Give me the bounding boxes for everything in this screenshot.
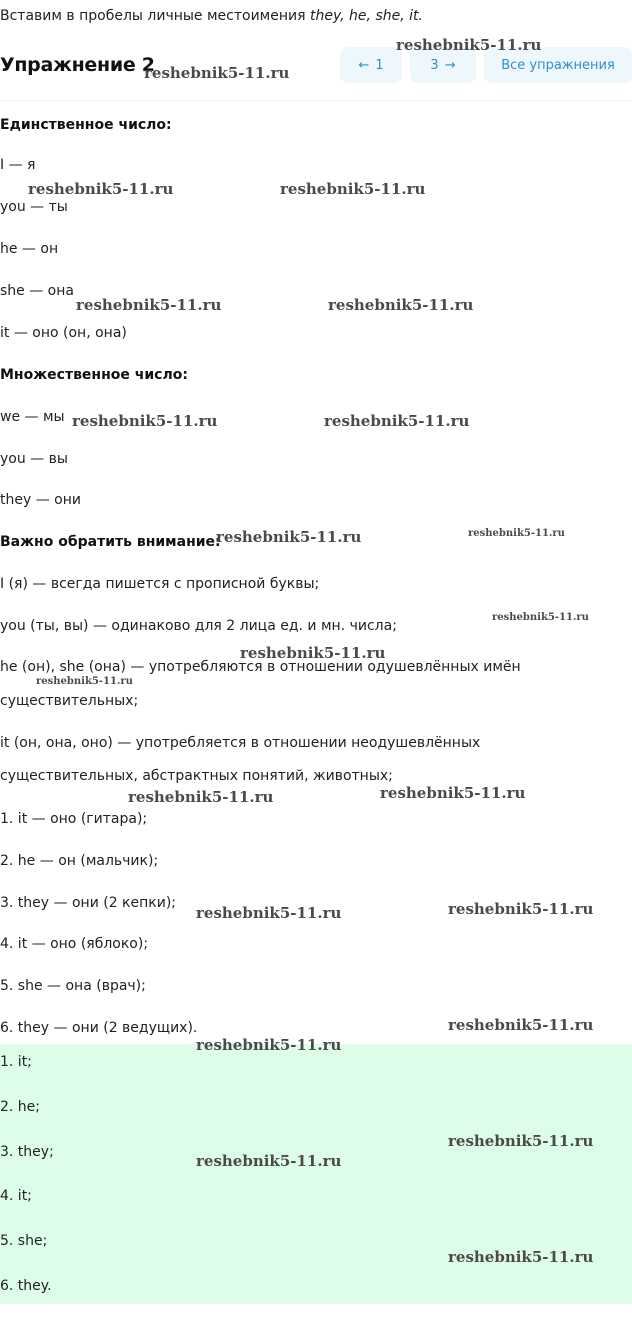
all-exercises-label: Все упражнения bbox=[501, 57, 615, 73]
list-item: it — оно (он, она) bbox=[0, 325, 127, 341]
watermark: reshebnik5-11.ru bbox=[380, 784, 526, 802]
answer-item: 6. they. bbox=[0, 1278, 52, 1294]
instruction-text: Вставим в пробелы личные местоимения bbox=[0, 8, 310, 24]
watermark: reshebnik5-11.ru bbox=[128, 788, 274, 806]
watermark: reshebnik5-11.ru bbox=[196, 1152, 342, 1170]
answer-item: 3. they; bbox=[0, 1144, 54, 1160]
watermark: reshebnik5-11.ru bbox=[36, 676, 133, 687]
watermark: reshebnik5-11.ru bbox=[28, 180, 174, 198]
watermark: reshebnik5-11.ru bbox=[280, 180, 426, 198]
exercise-title: Упражнение 2 bbox=[0, 54, 155, 76]
answer-item: 2. he; bbox=[0, 1099, 41, 1115]
list-item: they — они bbox=[0, 492, 81, 508]
instruction-pronouns: they, he, she, it. bbox=[309, 8, 423, 24]
explanation-item: 2. he — он (мальчик); bbox=[0, 853, 159, 869]
watermark: reshebnik5-11.ru bbox=[216, 528, 362, 546]
explanation-item: 5. she — она (врач); bbox=[0, 978, 146, 994]
answer-item: 1. it; bbox=[0, 1054, 32, 1070]
watermark: reshebnik5-11.ru bbox=[144, 64, 290, 82]
watermark: reshebnik5-11.ru bbox=[492, 612, 589, 623]
answer-item: 4. it; bbox=[0, 1188, 32, 1204]
watermark: reshebnik5-11.ru bbox=[396, 36, 542, 54]
note-line: существительных, абстрактных понятий, животных; bbox=[0, 768, 393, 784]
answer-item: 5. she; bbox=[0, 1233, 48, 1249]
header-divider bbox=[0, 100, 632, 101]
next-exercise-label: 3 bbox=[430, 57, 439, 73]
watermark: reshebnik5-11.ru bbox=[196, 904, 342, 922]
watermark: reshebnik5-11.ru bbox=[324, 412, 470, 430]
plural-heading: Множественное число: bbox=[0, 367, 188, 383]
arrow-left-icon: ← bbox=[358, 57, 370, 73]
note-line: существительных; bbox=[0, 693, 139, 709]
watermark: reshebnik5-11.ru bbox=[328, 296, 474, 314]
list-item: I — я bbox=[0, 157, 36, 173]
exercise-instruction bbox=[0, 8, 423, 24]
singular-heading: Единственное число: bbox=[0, 117, 172, 133]
watermark: reshebnik5-11.ru bbox=[468, 528, 565, 539]
list-item: she — она bbox=[0, 283, 74, 299]
explanation-item: 6. they — они (2 ведущих). bbox=[0, 1020, 198, 1036]
note-line: you (ты, вы) — одинаково для 2 лица ед. и мн. числа; bbox=[0, 618, 397, 634]
notes-heading: Важно обратить внимание: bbox=[0, 534, 221, 550]
watermark: reshebnik5-11.ru bbox=[76, 296, 222, 314]
watermark: reshebnik5-11.ru bbox=[448, 1248, 594, 1266]
list-item: you — ты bbox=[0, 199, 68, 215]
watermark: reshebnik5-11.ru bbox=[448, 1132, 594, 1150]
note-line: I (я) — всегда пишется с прописной буквы; bbox=[0, 576, 320, 592]
watermark: reshebnik5-11.ru bbox=[72, 412, 218, 430]
prev-exercise-button[interactable] bbox=[340, 47, 402, 83]
watermark: reshebnik5-11.ru bbox=[448, 900, 594, 918]
watermark: reshebnik5-11.ru bbox=[448, 1016, 594, 1034]
list-item: he — он bbox=[0, 241, 59, 257]
explanation-item: 4. it — оно (яблоко); bbox=[0, 936, 149, 952]
list-item: you — вы bbox=[0, 451, 68, 467]
watermark: reshebnik5-11.ru bbox=[196, 1036, 342, 1054]
note-line: it (он, она, оно) — употребляется в отношении неодушевлённых bbox=[0, 735, 481, 751]
prev-exercise-label: 1 bbox=[375, 57, 384, 73]
explanation-item: 1. it — оно (гитара); bbox=[0, 811, 148, 827]
note-line: he (он), she (она) — употребляются в отношении одушевлённых имён bbox=[0, 659, 521, 675]
arrow-right-icon: → bbox=[444, 57, 456, 73]
list-item: we — мы bbox=[0, 409, 65, 425]
explanation-item: 3. they — они (2 кепки); bbox=[0, 895, 177, 911]
watermark: reshebnik5-11.ru bbox=[240, 644, 386, 662]
